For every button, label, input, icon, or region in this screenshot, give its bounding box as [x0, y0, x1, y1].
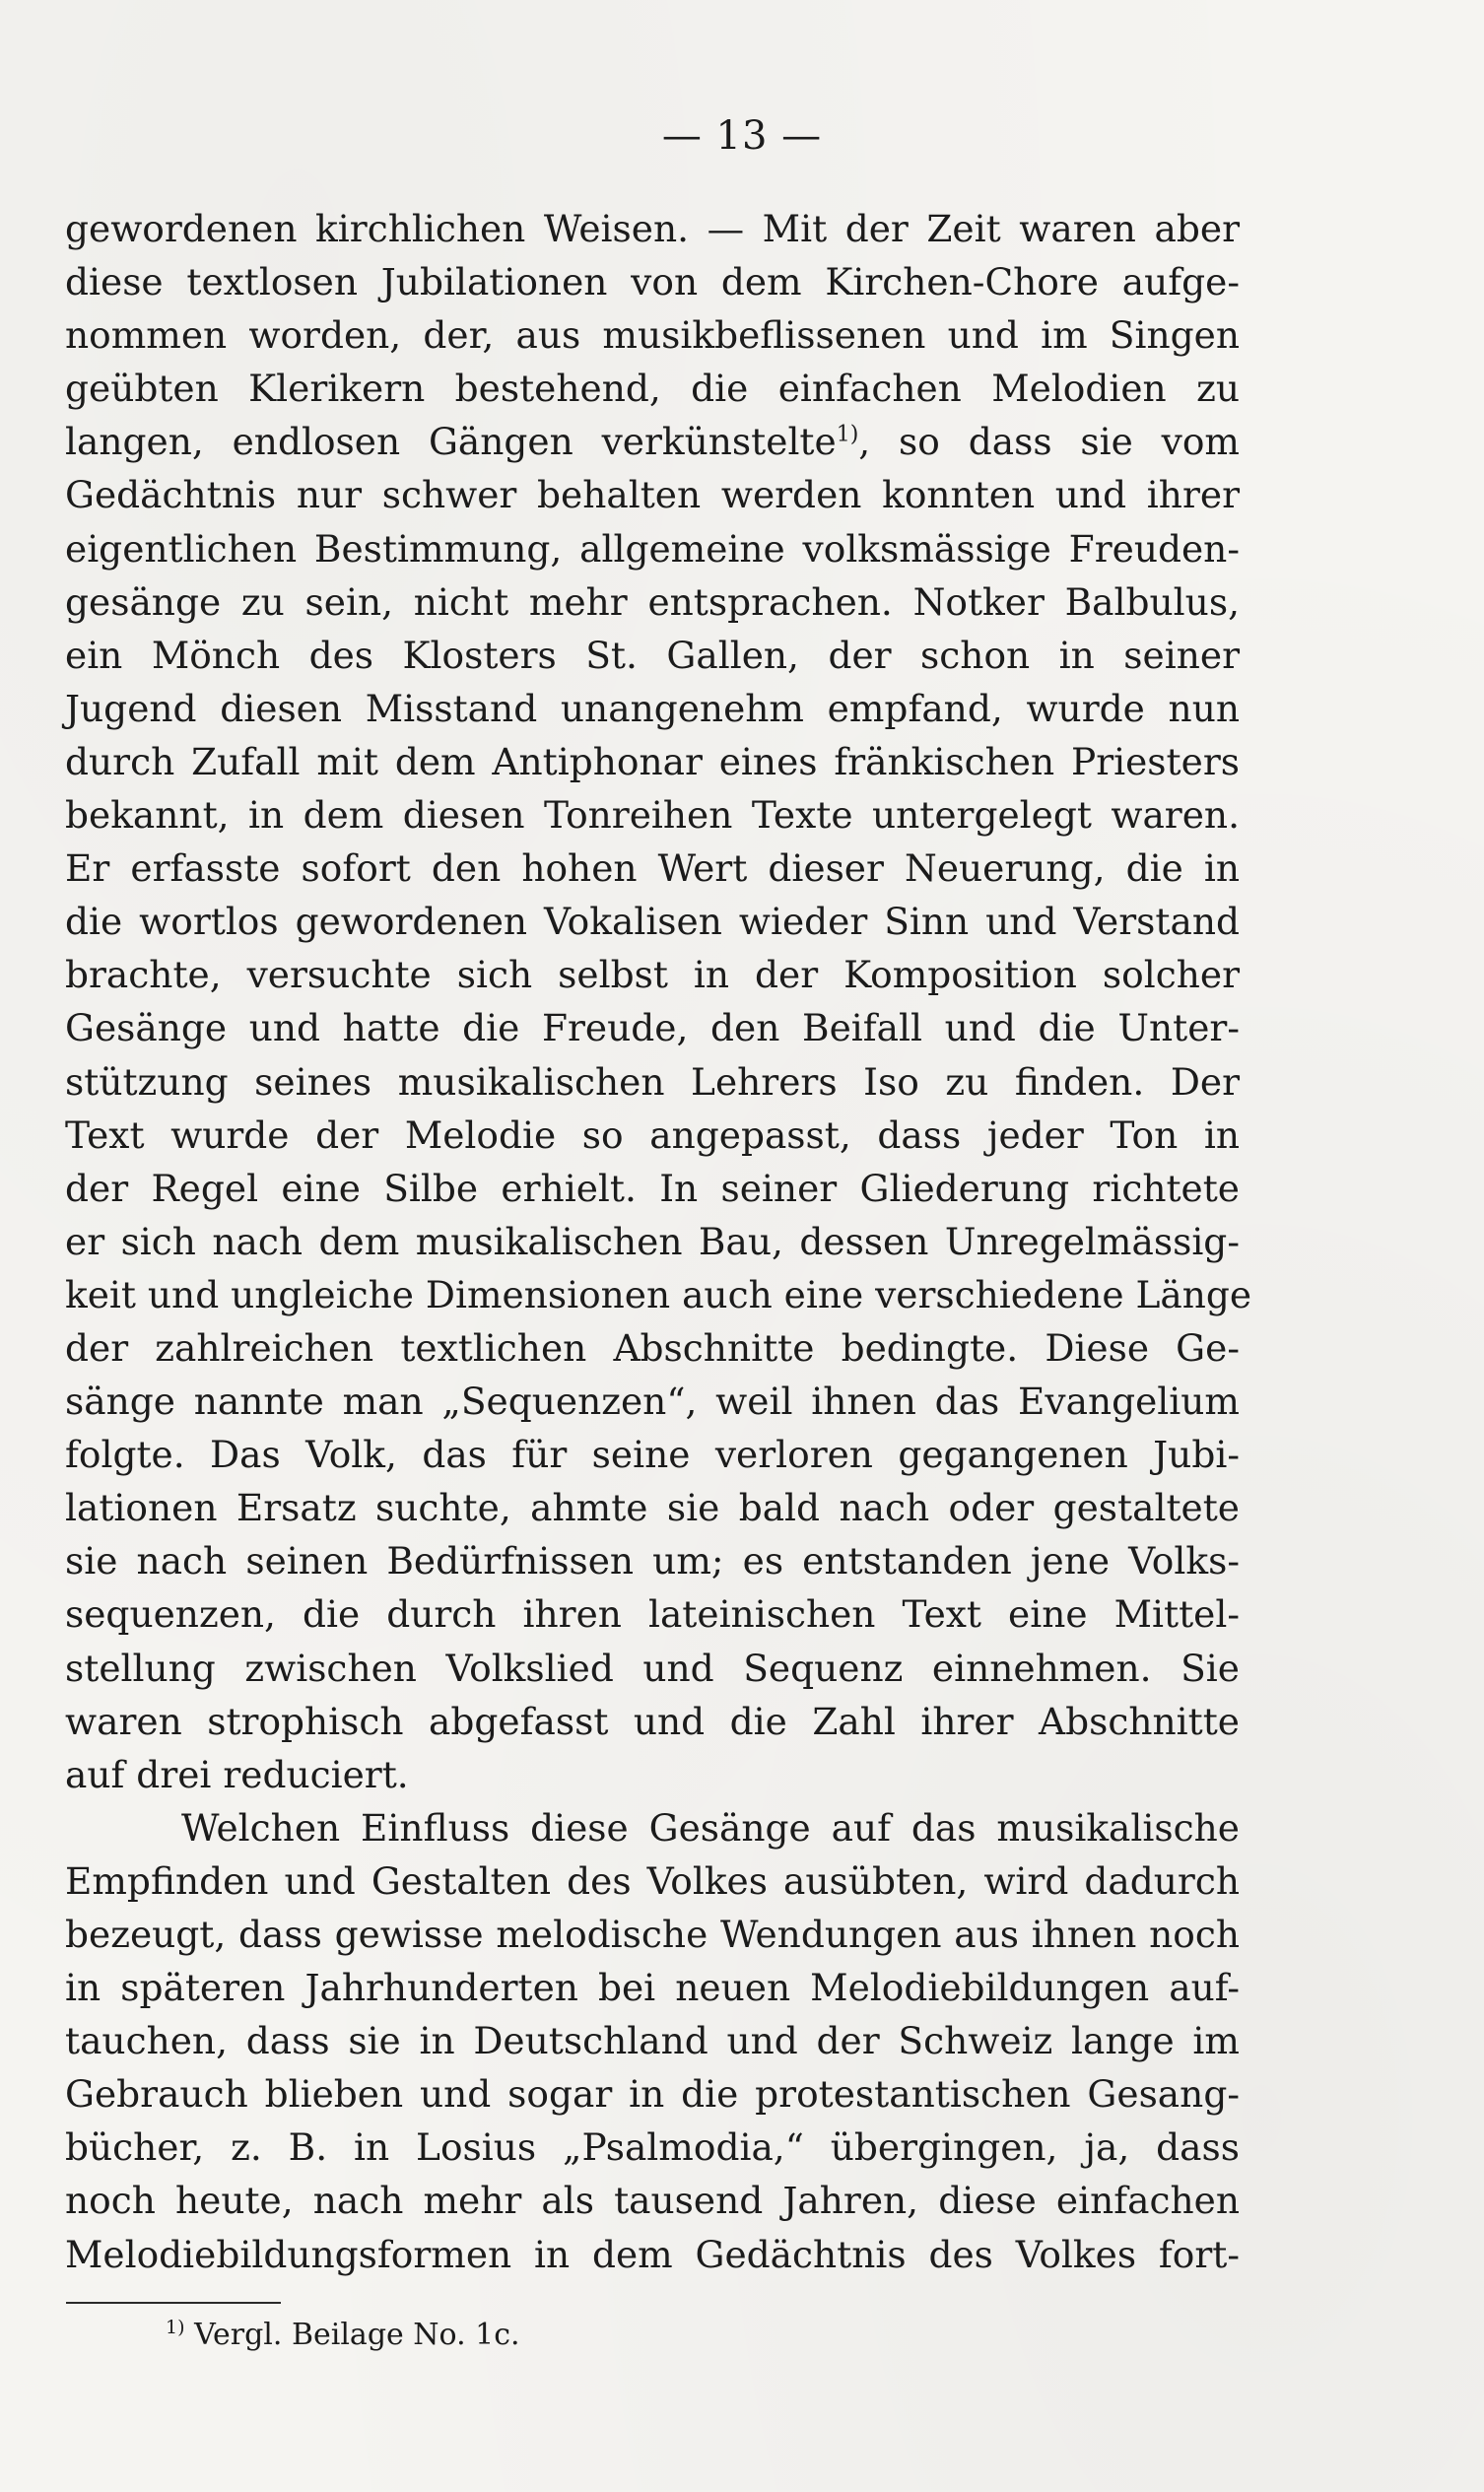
text-segment: , so dass sie vom — [858, 420, 1240, 464]
text-line: stützung seines musikalischen Lehrers Iso zu finden. Der — [65, 1059, 1240, 1104]
text-line: stellung zwischen Volkslied und Sequenz einnehmen. Sie — [65, 1646, 1240, 1690]
paragraph-1 — [65, 202, 1252, 1801]
footnote — [166, 2316, 520, 2355]
page-number: — 13 — — [661, 113, 823, 159]
text-line: ein Mönch des Klosters St. Gallen, der schon in seiner — [65, 633, 1240, 677]
text-line: nommen worden, der, aus musikbeflissenen und im Singen — [65, 313, 1240, 358]
text-line: brachte, versuchte sich selbst in der Komposition solcher — [65, 953, 1240, 997]
text-line: Melodiebildungsformen in dem Gedächtnis des Volkes fort- — [65, 2232, 1240, 2276]
text-line: Empfinden und Gestalten des Volkes ausübten, wird dadurch — [65, 1858, 1240, 1903]
text-line: lationen Ersatz suchte, ahmte sie bald nach oder gestaltete — [65, 1486, 1240, 1530]
text-line: auf drei reduciert. — [65, 1752, 409, 1796]
text-line: sequenzen, die durch ihren lateinischen Text eine Mittel- — [65, 1592, 1240, 1637]
footnote-marker: 1) — [166, 2317, 185, 2338]
footnote-divider — [66, 2302, 281, 2304]
text-line: Text wurde der Melodie so angepasst, dass jeder Ton in — [65, 1112, 1240, 1157]
text-line: Gebrauch blieben und sogar in die protestantischen Gesang- — [65, 2072, 1240, 2117]
text-line: Jugend diesen Misstand unangenehm empfand, wurde nun — [65, 686, 1240, 730]
text-line-with-footnote-ref — [65, 415, 1240, 468]
paragraph-2 — [65, 1801, 1240, 2281]
text-line: diese textlosen Jubilationen von dem Kirchen-Chore aufge- — [65, 260, 1240, 304]
text-line: Er erfasste sofort den hohen Wert dieser Neuerung, die in — [65, 846, 1240, 891]
text-line: die wortlos gewordenen Vokalisen wieder Sinn und Verstand — [65, 900, 1240, 944]
text-line: der Regel eine Silbe erhielt. In seiner Gliederung richtete — [65, 1166, 1240, 1210]
text-line: waren strophisch abgefasst und die Zahl ihrer Abschnitte — [65, 1699, 1240, 1743]
text-line: der zahlreichen textlichen Abschnitte bedingte. Diese Ge- — [65, 1325, 1240, 1370]
text-line: durch Zufall mit dem Antiphonar eines fränkischen Priesters — [65, 739, 1240, 783]
text-line: gewordenen kirchlichen Weisen. — Mit der Zeit waren aber — [65, 207, 1240, 250]
text-line: sie nach seinen Bedürfnissen um; es entstanden jene Volks- — [65, 1539, 1240, 1583]
text-line: bücher, z. B. in Losius „Psalmodia,“ übergingen, ja, dass — [65, 2125, 1240, 2170]
text-line: Welchen Einfluss diese Gesänge auf das musikalische — [181, 1805, 1240, 1850]
text-line: gesänge zu sein, nicht mehr entsprachen. Notker Balbulus, — [65, 579, 1240, 624]
footnote-text: Vergl. Beilage No. 1c. — [194, 2318, 520, 2352]
text-line: keit und ungleiche Dimensionen auch eine verschiedene Länge — [65, 1272, 1252, 1316]
text-line: Gesänge und hatte die Freude, den Beifall und die Unter- — [65, 1006, 1240, 1050]
text-line: bezeugt, dass gewisse melodische Wendungen aus ihnen noch — [65, 1913, 1240, 1956]
text-line: geübten Klerikern bestehend, die einfachen Melodien zu — [65, 367, 1240, 411]
text-line: sänge nannte man „Sequenzen“, weil ihnen das Evangelium — [65, 1380, 1240, 1424]
text-line: folgte. Das Volk, das für seine verloren gegangenen Jubi- — [65, 1433, 1240, 1477]
text-line: bekannt, in dem diesen Tonreihen Texte untergelegt waren. — [65, 793, 1240, 838]
footnote-reference[interactable]: 1) — [836, 422, 859, 447]
text-line: tauchen, dass sie in Deutschland und der Schweiz lange im — [65, 2019, 1240, 2063]
text-line: noch heute, nach mehr als tausend Jahren, diese einfachen — [65, 2179, 1240, 2223]
text-line: er sich nach dem musikalischen Bau, dessen Unregelmässig- — [65, 1219, 1240, 1263]
text-line: in späteren Jahrhunderten bei neuen Melodiebildungen auf- — [65, 1966, 1240, 2010]
body-text — [65, 202, 1252, 2281]
text-line: eigentlichen Bestimmung, allgemeine volksmässige Freuden- — [65, 526, 1240, 571]
text-segment: langen, endlosen Gängen verkünstelte — [65, 420, 837, 464]
text-line: Gedächtnis nur schwer behalten werden konnten und ihrer — [65, 473, 1240, 517]
